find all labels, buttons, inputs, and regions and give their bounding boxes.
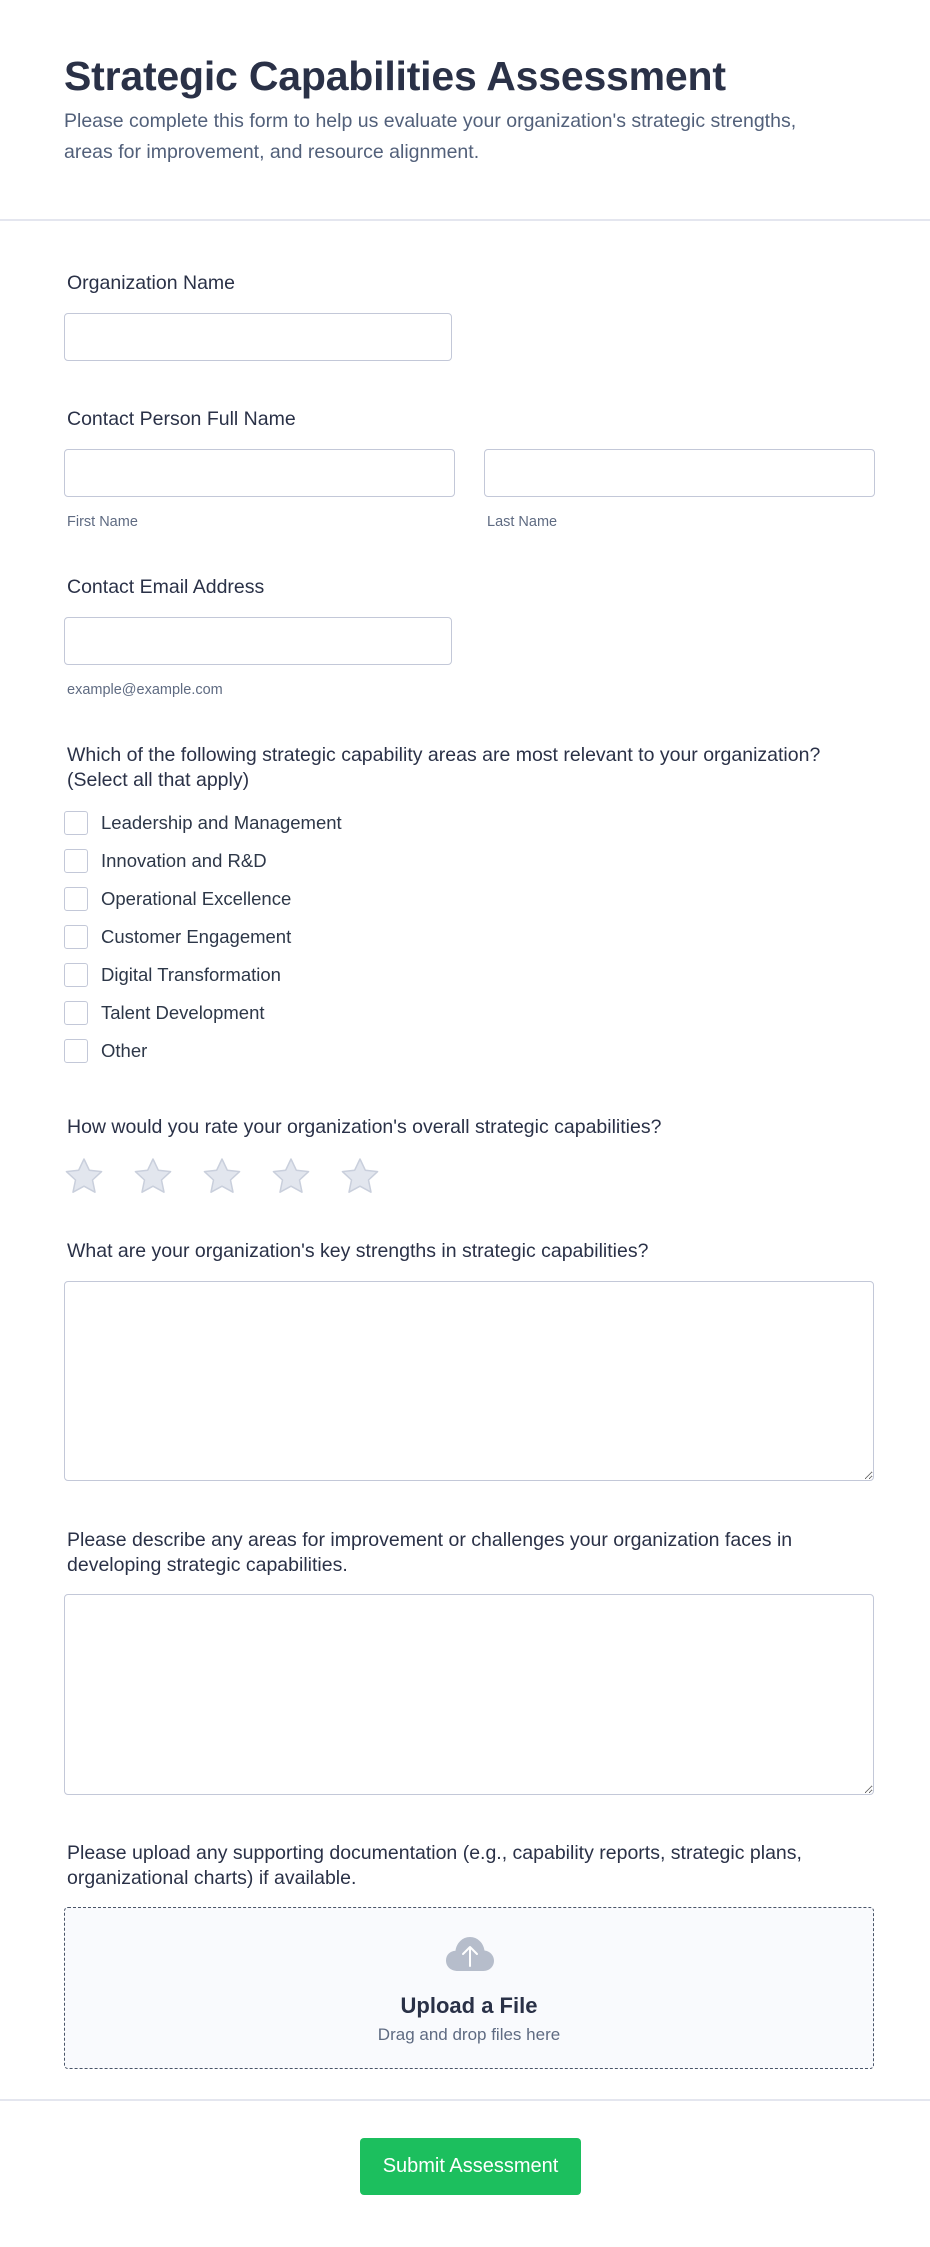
checkbox-label: Operational Excellence (101, 888, 292, 909)
checkbox[interactable] (64, 811, 88, 835)
checkbox-option-other[interactable] (64, 1039, 342, 1077)
checkbox-label: Leadership and Management (101, 812, 342, 833)
capability-areas-label: Which of the following strategic capability areas are most relevant to your organization? (Select all that apply) (67, 744, 821, 791)
cloud-upload-icon (445, 1935, 495, 1973)
checkbox-option-digital[interactable] (64, 963, 342, 1001)
last-name-sublabel: Last Name (487, 514, 558, 530)
checkbox[interactable] (64, 887, 88, 911)
upload-subtitle: Drag and drop files here (377, 2025, 561, 2044)
first-name-input[interactable] (64, 449, 455, 497)
form-header (0, 0, 930, 220)
checkbox-label: Talent Development (101, 1002, 265, 1023)
strengths-textarea[interactable] (64, 1281, 874, 1481)
checkbox-label: Innovation and R&D (101, 850, 267, 871)
checkbox[interactable] (64, 849, 88, 873)
first-name-sublabel: First Name (67, 514, 138, 530)
improvements-label: Please describe any areas for improvement or challenges your organization faces in developing strategic capabilities. (67, 1529, 793, 1576)
checkbox-label: Customer Engagement (101, 926, 292, 947)
checkbox[interactable] (64, 963, 88, 987)
email-helper-text: example@example.com (67, 682, 223, 698)
organization-name-label: Organization Name (67, 272, 235, 294)
star-icon[interactable] (340, 1157, 380, 1195)
footer-divider (0, 2099, 930, 2101)
strengths-label: What are your organization's key strengths in strategic capabilities? (67, 1240, 649, 1262)
submit-button[interactable]: Submit Assessment (360, 2138, 581, 2195)
checkbox-option-talent[interactable] (64, 1001, 342, 1039)
checkbox[interactable] (64, 1001, 88, 1025)
checkbox[interactable] (64, 925, 88, 949)
improvements-textarea[interactable] (64, 1594, 874, 1795)
contact-email-input[interactable] (64, 617, 452, 665)
page-subtitle: Please complete this form to help us evaluate your organization's strategic strengths, areas for improvement, and resource alignment. (64, 110, 797, 163)
star-icon[interactable] (64, 1157, 104, 1195)
contact-name-label: Contact Person Full Name (67, 408, 296, 430)
checkbox-option-innovation[interactable] (64, 849, 342, 887)
last-name-input[interactable] (484, 449, 875, 497)
checkbox-label: Digital Transformation (101, 964, 281, 985)
upload-label: Please upload any supporting documentation (e.g., capability reports, strategic plans, organizational charts) if available. (67, 1842, 802, 1889)
file-upload-dropzone[interactable] (64, 1907, 874, 2069)
star-rating (64, 1157, 409, 1195)
star-icon[interactable] (271, 1157, 311, 1195)
checkbox[interactable] (64, 1039, 88, 1063)
checkbox-option-customer[interactable] (64, 925, 342, 963)
contact-email-label: Contact Email Address (67, 576, 265, 598)
star-icon[interactable] (202, 1157, 242, 1195)
page-title: Strategic Capabilities Assessment (64, 53, 726, 99)
header-divider (0, 219, 930, 221)
organization-name-input[interactable] (64, 313, 452, 361)
checkbox-label: Other (101, 1040, 148, 1061)
upload-title: Upload a File (400, 1993, 538, 2018)
checkbox-option-leadership[interactable] (64, 811, 342, 849)
rating-label: How would you rate your organization's overall strategic capabilities? (67, 1116, 662, 1138)
capability-areas-checkbox-group (64, 811, 342, 1077)
checkbox-option-operational[interactable] (64, 887, 342, 925)
star-icon[interactable] (133, 1157, 173, 1195)
